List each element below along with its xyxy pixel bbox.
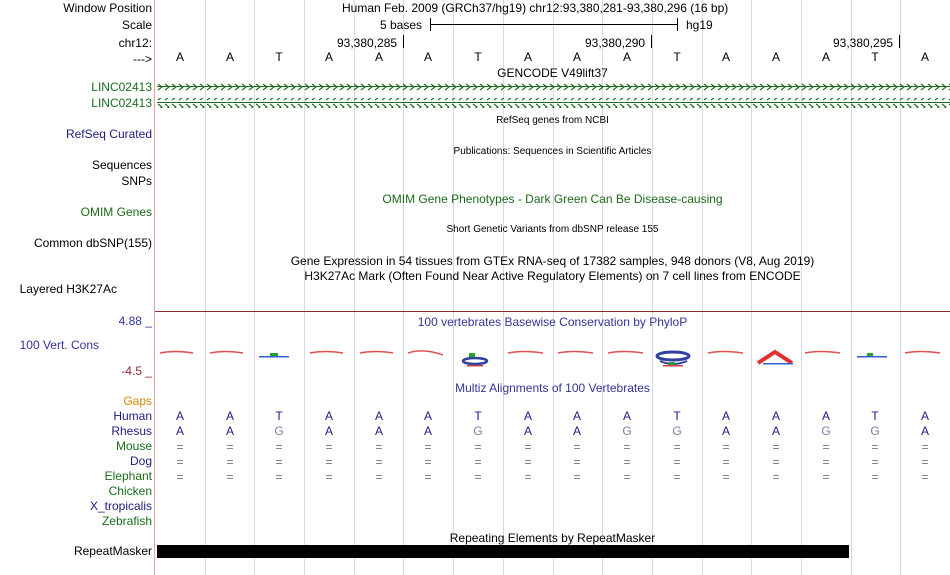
scale-label: Scale [121, 18, 152, 32]
publications-title: Publications: Sequences in Scientific Articles [453, 146, 652, 157]
human-base: T [673, 409, 681, 423]
elephant-base: = [871, 470, 879, 484]
cons-seg-4 [310, 352, 343, 354]
human-base: A [523, 409, 532, 423]
coord-tick-1 [403, 35, 404, 48]
elephant-base: = [673, 470, 681, 484]
human-base: A [572, 409, 581, 423]
cons-seg-10 [608, 352, 643, 354]
track-label-snps[interactable]: SNPs [121, 174, 152, 188]
dog-base: = [822, 455, 830, 469]
sequence-base: A [423, 50, 432, 64]
species-dog[interactable]: Dog [129, 454, 152, 468]
mouse-base: = [176, 440, 184, 454]
dog-base: = [722, 455, 730, 469]
snv-title: Short Genetic Variants from dbSNP release 155 [446, 224, 659, 235]
elephant-base: = [722, 470, 730, 484]
sequence-base: A [771, 50, 780, 64]
gencode-title: GENCODE V49lift37 [497, 66, 608, 80]
elephant-base: = [921, 470, 929, 484]
rhesus-base: G [473, 424, 483, 438]
mouse-base: = [772, 440, 780, 454]
mouse-base: = [871, 440, 879, 454]
logo-g-1 [463, 353, 487, 367]
logo-t-1 [259, 353, 289, 358]
sequence-base: T [474, 50, 482, 64]
track-label-vert-cons[interactable]: 100 Vert. Cons [19, 338, 99, 352]
coord-label-2: 93,380,290 [585, 36, 646, 50]
rhesus-base: A [920, 424, 929, 438]
rhesus-base: A [324, 424, 333, 438]
sequence-base: A [622, 50, 631, 64]
human-base: A [225, 409, 234, 423]
mouse-base: = [524, 440, 532, 454]
species-human[interactable]: Human [113, 409, 152, 423]
cons-min-label: -4.5 _ [121, 364, 152, 378]
dog-base: = [673, 455, 681, 469]
human-base: A [771, 409, 780, 423]
sequence-base: A [225, 50, 234, 64]
mouse-base: = [325, 440, 333, 454]
dog-base: = [176, 455, 184, 469]
scale-bar-left-tick [430, 18, 431, 31]
dog-base: = [325, 455, 333, 469]
species-mouse[interactable]: Mouse [115, 439, 152, 453]
track-label-gaps[interactable]: Gaps [123, 394, 152, 408]
elephant-base: = [424, 470, 432, 484]
mouse-base: = [722, 440, 730, 454]
sequence-base: A [374, 50, 383, 64]
track-label-repeatmasker[interactable]: RepeatMasker [73, 544, 152, 558]
coord-tick-2 [651, 35, 652, 48]
phylop-title: 100 vertebrates Basewise Conservation by PhyloP [417, 315, 688, 329]
human-base: A [423, 409, 432, 423]
sequence-base: A [821, 50, 830, 64]
elephant-base: = [822, 470, 830, 484]
mouse-base: = [226, 440, 234, 454]
cons-seg-5 [360, 352, 393, 354]
scale-bar-right-tick [677, 18, 678, 31]
species-zebrafish[interactable]: Zebrafish [101, 514, 152, 528]
human-base: T [474, 409, 482, 423]
human-base: A [175, 409, 184, 423]
cons-seg-1 [160, 352, 193, 354]
sequence-base: T [871, 50, 879, 64]
elephant-base: = [623, 470, 631, 484]
track-label-layered-h3k27ac[interactable]: Layered H3K27Ac [19, 282, 117, 296]
elephant-base: = [524, 470, 532, 484]
logo-a-1 [758, 352, 793, 365]
window-position-label: Window Position [63, 1, 152, 15]
sequence-base: A [721, 50, 730, 64]
dog-base: = [871, 455, 879, 469]
rhesus-base: G [821, 424, 831, 438]
track-label-linc02413[interactable]: LINC02413 [91, 80, 152, 94]
rhesus-base: G [870, 424, 880, 438]
human-base: A [821, 409, 830, 423]
sequence-base: A [572, 50, 581, 64]
cons-seg-14 [805, 352, 840, 354]
species-chicken[interactable]: Chicken [108, 484, 152, 498]
rhesus-base: G [622, 424, 632, 438]
rhesus-base: A [721, 424, 730, 438]
mouse-base: = [573, 440, 581, 454]
cons-max-label: 4.88 _ [118, 314, 152, 328]
refseq-title: RefSeq genes from NCBI [496, 115, 609, 126]
human-base: T [871, 409, 879, 423]
dog-base: = [921, 455, 929, 469]
human-base: A [324, 409, 333, 423]
cons-seg-16 [905, 352, 940, 354]
repeatmasker-element[interactable] [157, 545, 849, 558]
dog-base: = [772, 455, 780, 469]
window-position-text: Human Feb. 2009 (GRCh37/hg19) chr12:93,380,281-93,380,296 (16 bp) [342, 1, 729, 15]
rhesus-base: A [175, 424, 184, 438]
dog-base: = [573, 455, 581, 469]
human-base: A [374, 409, 383, 423]
rhesus-base: G [274, 424, 284, 438]
species-rhesus[interactable]: Rhesus [111, 424, 152, 438]
dog-base: = [275, 455, 283, 469]
mouse-base: = [921, 440, 929, 454]
mouse-base: = [375, 440, 383, 454]
track-label-omim[interactable]: OMIM Genes [80, 205, 152, 219]
mouse-base: = [822, 440, 830, 454]
phylop-top-line [155, 311, 950, 312]
dog-base: = [623, 455, 631, 469]
rhesus-base: A [423, 424, 432, 438]
elephant-base: = [375, 470, 383, 484]
human-base: A [721, 409, 730, 423]
track-label-sequences[interactable]: Sequences [91, 158, 152, 172]
species-elephant[interactable]: Elephant [104, 469, 152, 483]
mouse-base: = [623, 440, 631, 454]
rhesus-base: G [672, 424, 682, 438]
mouse-base: = [673, 440, 681, 454]
elephant-base: = [275, 470, 283, 484]
repeatmasker-title: Repeating Elements by RepeatMasker [449, 531, 656, 545]
rhesus-base: A [523, 424, 532, 438]
omim-title: OMIM Gene Phenotypes - Dark Green Can Be Disease-causing [382, 192, 723, 206]
human-base: A [920, 409, 929, 423]
dog-base: = [424, 455, 432, 469]
elephant-base: = [474, 470, 482, 484]
scale-bar [430, 24, 678, 25]
gtex-title: Gene Expression in 54 tissues from GTEx RNA-seq of 17382 samples, 948 donors (V8, Aug 2019) [290, 254, 815, 268]
dog-base: = [226, 455, 234, 469]
cons-seg-6 [408, 351, 443, 355]
elephant-base: = [772, 470, 780, 484]
chrom-label: chr12: [118, 36, 152, 50]
elephant-base: = [325, 470, 333, 484]
sequence-base: A [920, 50, 929, 64]
linc02413-gene-features[interactable] [157, 82, 950, 110]
track-labels-panel [0, 0, 152, 575]
coord-label-3: 93,380,295 [833, 36, 894, 50]
human-base: T [275, 409, 283, 423]
rhesus-base: A [771, 424, 780, 438]
h3k27ac-title: H3K27Ac Mark (Often Found Near Active Regulatory Elements) on 7 cell lines from ENCODE [304, 269, 801, 283]
mouse-base: = [275, 440, 283, 454]
cons-seg-8 [508, 352, 543, 354]
mouse-base: = [424, 440, 432, 454]
track-label-linc02413-2[interactable]: LINC02413 [91, 96, 152, 110]
scale-text: 5 bases [380, 18, 423, 32]
coord-label-1: 93,380,285 [337, 36, 398, 50]
assembly-text: hg19 [686, 18, 713, 32]
rhesus-base: A [572, 424, 581, 438]
track-label-common-dbsnp[interactable]: Common dbSNP(155) [33, 236, 152, 250]
coord-tick-3 [899, 35, 900, 48]
cons-seg-2 [210, 352, 243, 354]
dog-base: = [524, 455, 532, 469]
sequence-base: A [523, 50, 532, 64]
elephant-base: = [176, 470, 184, 484]
elephant-base: = [226, 470, 234, 484]
rhesus-base: A [225, 424, 234, 438]
mouse-base: = [474, 440, 482, 454]
track-label-refseq[interactable]: RefSeq Curated [65, 127, 152, 141]
sequence-base: A [175, 50, 184, 64]
sequence-base: T [275, 50, 283, 64]
elephant-base: = [573, 470, 581, 484]
sequence-base: T [673, 50, 681, 64]
multiz-title: Multiz Alignments of 100 Vertebrates [455, 381, 650, 395]
human-base: A [622, 409, 631, 423]
phylop-conservation-plot[interactable] [155, 345, 950, 367]
strand-label: ---> [133, 52, 152, 66]
logo-t-2 [857, 353, 887, 358]
dog-base: = [375, 455, 383, 469]
sequence-base: A [324, 50, 333, 64]
rhesus-base: A [374, 424, 383, 438]
logo-g-2 [657, 352, 689, 367]
dog-base: = [474, 455, 482, 469]
species-x-tropicalis[interactable]: X_tropicalis [89, 499, 152, 513]
cons-seg-9 [558, 352, 593, 354]
cons-seg-12 [708, 352, 743, 354]
